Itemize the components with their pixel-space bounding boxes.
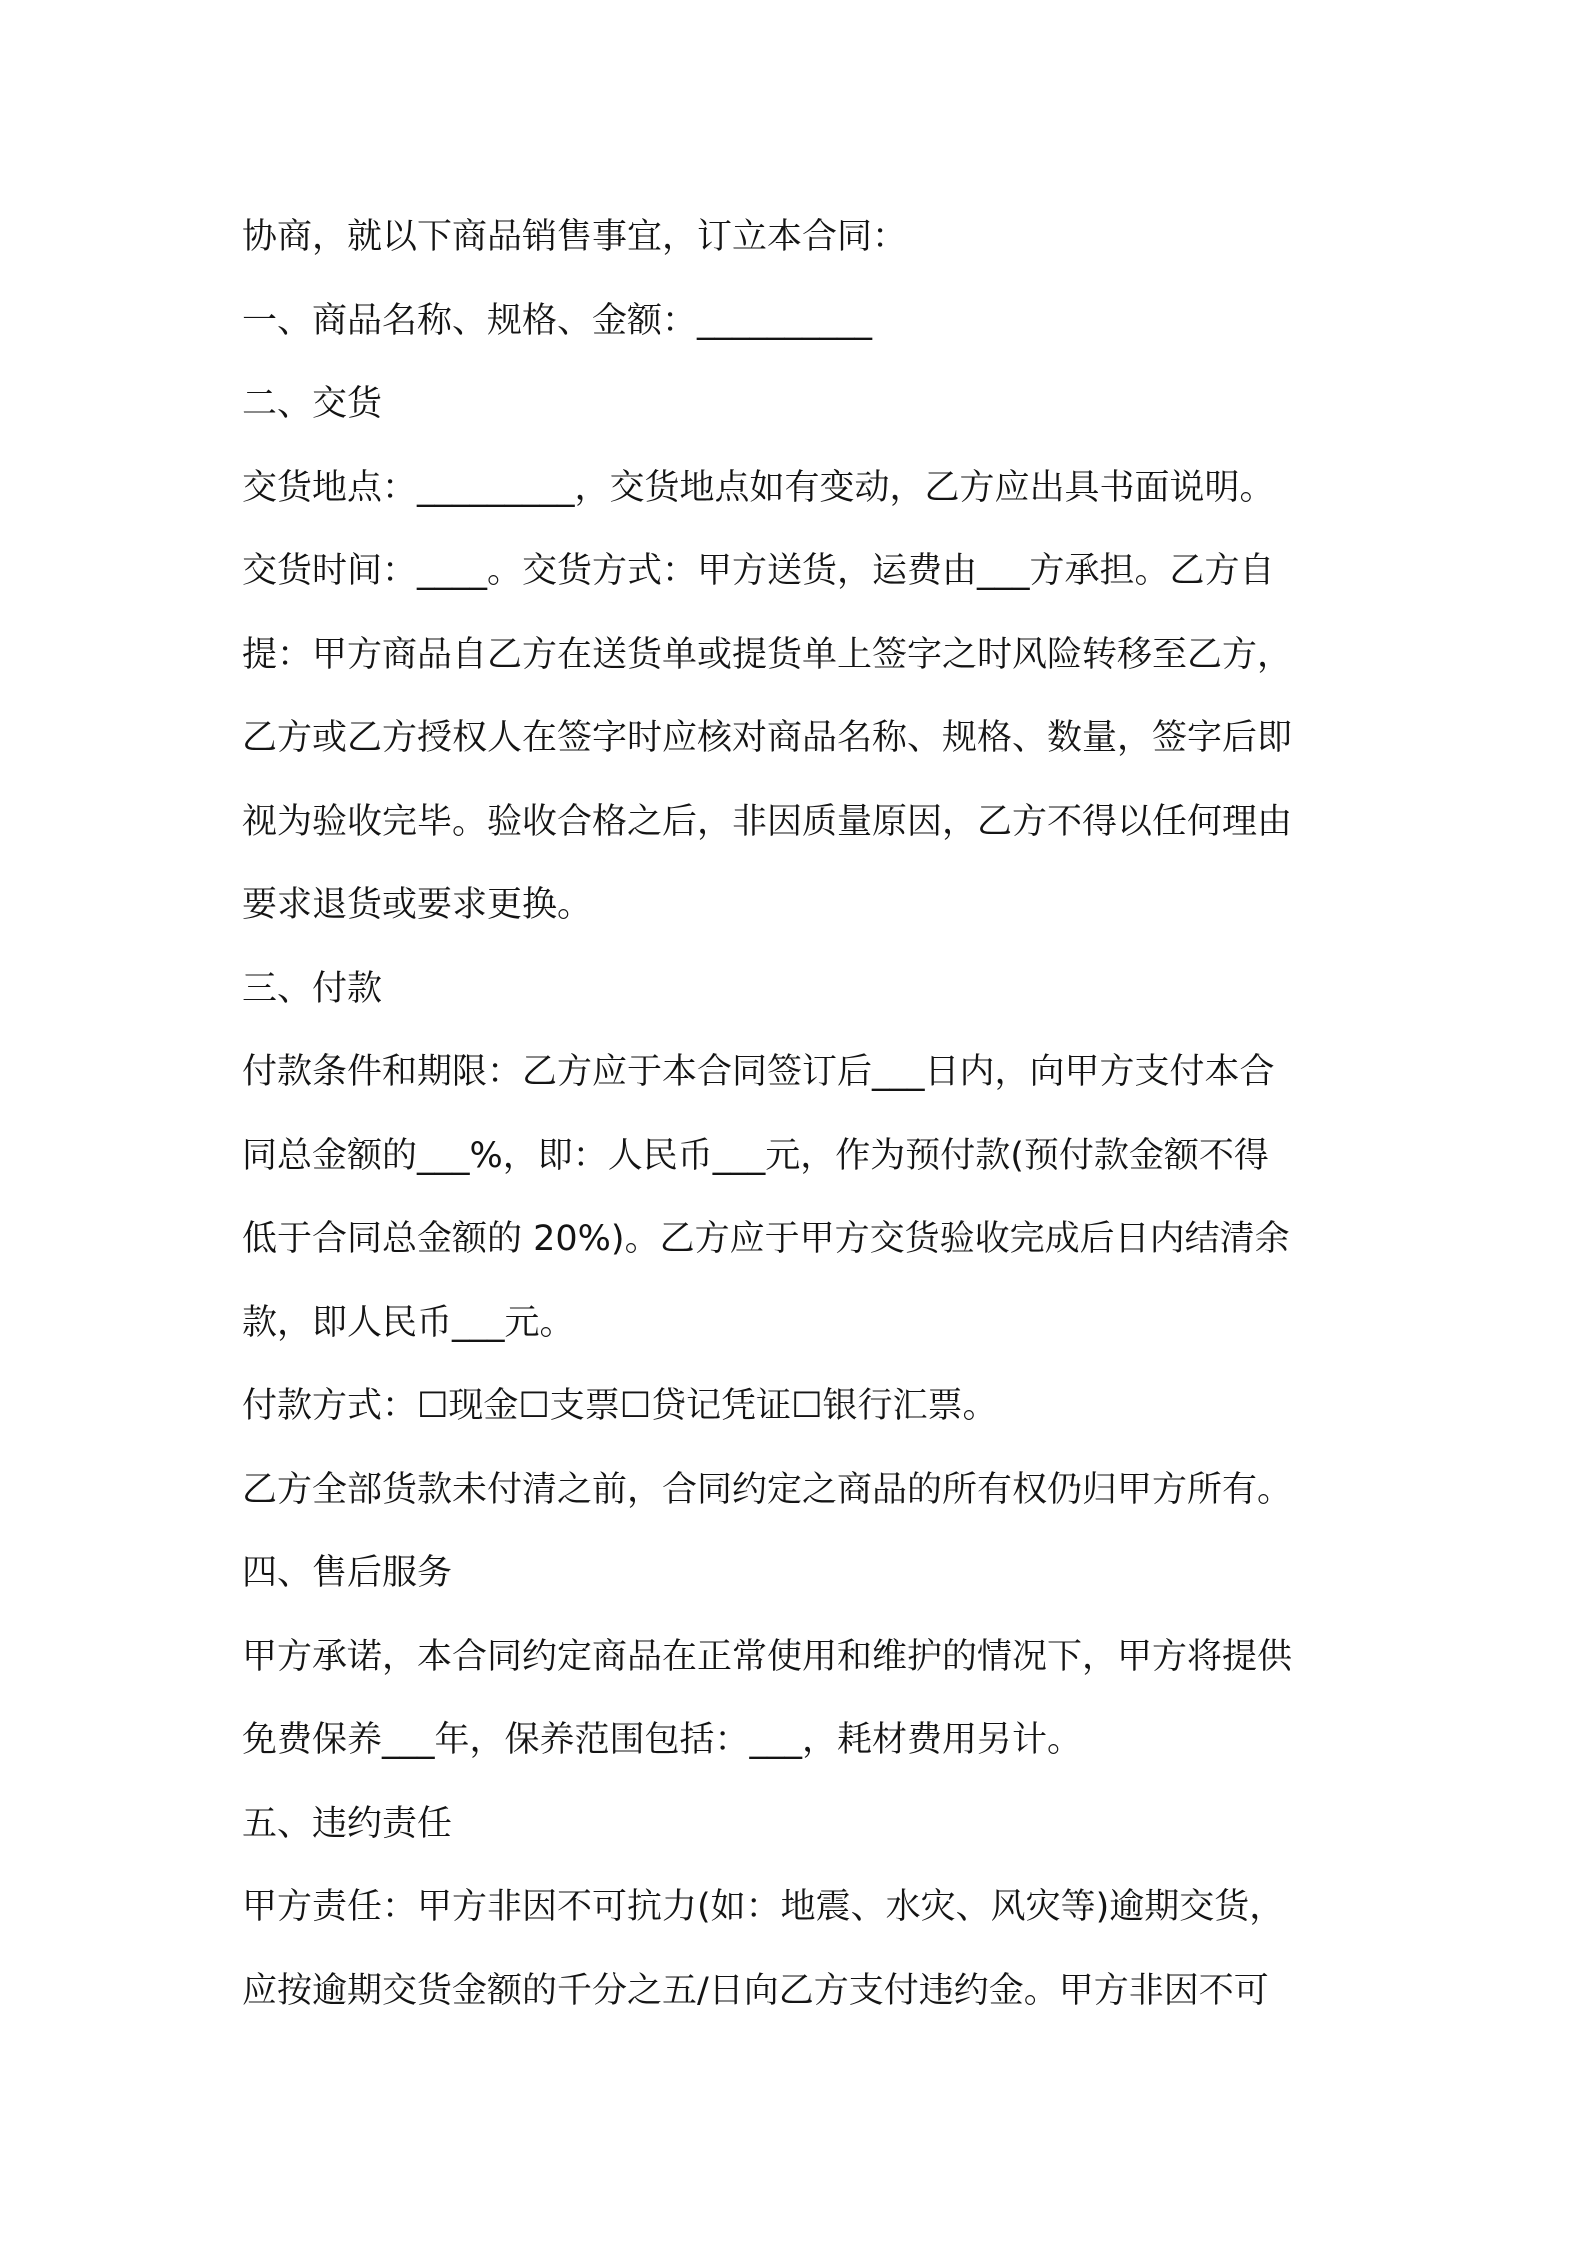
text-line: 同总金额的___%，即：人民币___元，作为预付款(预付款金额不得: [242, 1135, 1269, 1176]
text-line-payment-method: 付款方式：☐现金☐支票☐贷记凭证☐银行汇票。: [242, 1386, 998, 1426]
text-line-after-sales: 甲方承诺，本合同约定商品在正常使用和维护的情况下，甲方将提供: [242, 1636, 1293, 1677]
text-line-payment-terms: 付款条件和期限：乙方应于本合同签订后___日内，向甲方支付本合: [242, 1052, 1275, 1092]
text-line-delivery-place: 交货地点：_________，交货地点如有变动，乙方应出具书面说明。: [242, 467, 1275, 508]
text-line-party-a-liability: 甲方责任：甲方非因不可抗力(如：地震、水灾、风灾等)逾期交货，: [242, 1887, 1285, 1927]
text-line-delivery-time: 交货时间：____。交货方式：甲方送货，运费由___方承担。乙方自: [242, 551, 1275, 591]
section-heading-delivery: 二、交货: [242, 384, 383, 424]
text-line: 视为验收完毕。验收合格之后，非因质量原因，乙方不得以任何理由: [242, 801, 1293, 842]
section-heading-after-sales: 四、售后服务: [242, 1553, 453, 1593]
section-heading-liability: 五、违约责任: [242, 1803, 453, 1844]
text-line: 要求退货或要求更换。: [242, 885, 593, 925]
text-line: 免费保养___年，保养范围包括：___，耗材费用另计。: [242, 1720, 1083, 1760]
section-heading-payment: 三、付款: [242, 968, 383, 1009]
section-heading-goods: 一、商品名称、规格、金额：__________: [242, 300, 873, 341]
text-line: 应按逾期交货金额的千分之五/日向乙方支付违约金。甲方非因不可: [242, 1970, 1269, 2011]
text-line-intro: 协商，就以下商品销售事宜，订立本合同：: [242, 217, 908, 257]
text-line-ownership: 乙方全部货款未付清之前，合同约定之商品的所有权仍归甲方所有。: [242, 1469, 1293, 1510]
text-line: 提：甲方商品自乙方在送货单或提货单上签字之时风险转移至乙方，: [242, 634, 1293, 675]
text-line: 低于合同总金额的 20%)。乙方应于甲方交货验收完成后日内结清余: [242, 1219, 1290, 1259]
text-line: 乙方或乙方授权人在签字时应核对商品名称、规格、数量，签字后即: [242, 718, 1293, 758]
text-line: 款，即人民币___元。: [242, 1302, 575, 1343]
contract-text: [242, 196, 1362, 2033]
